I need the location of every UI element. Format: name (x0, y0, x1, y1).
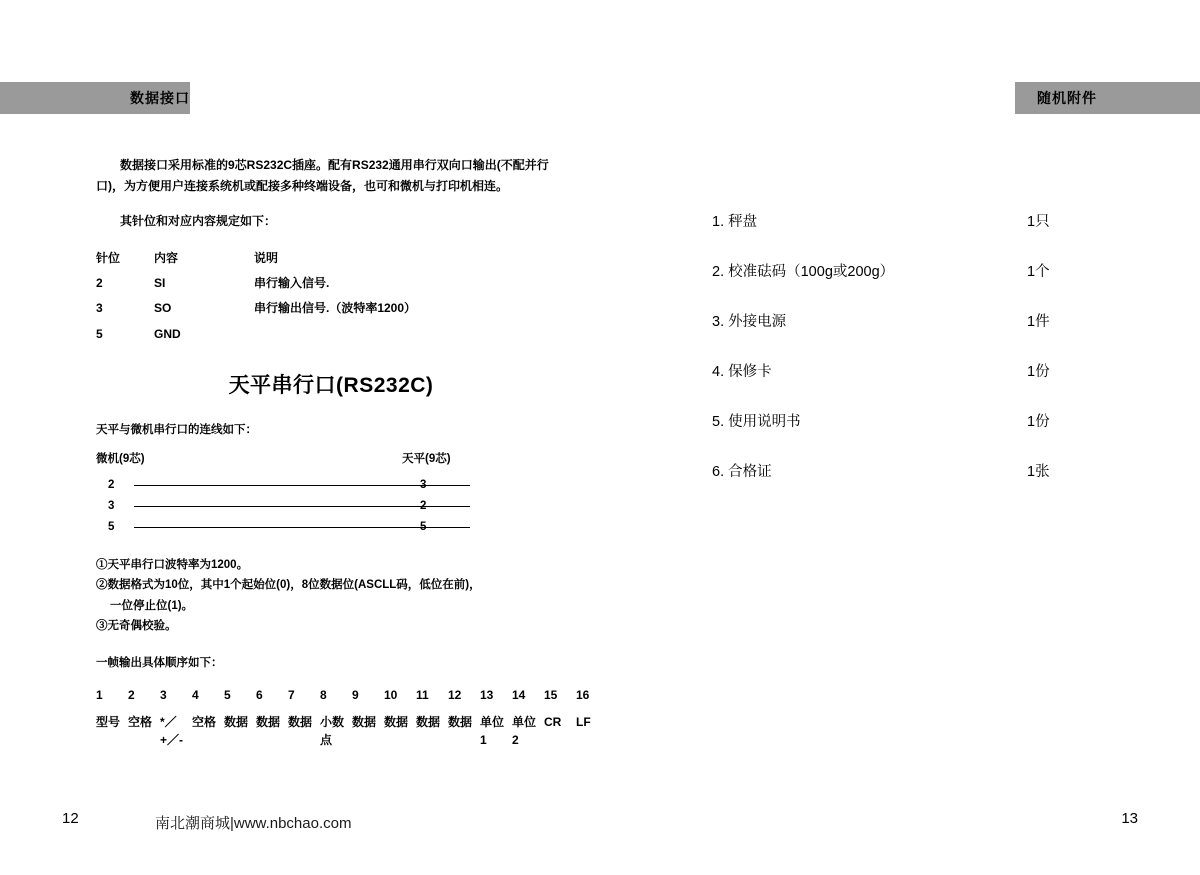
pin-position: 5 (96, 326, 103, 341)
frame-label-text: CR (544, 715, 562, 730)
frame-label (320, 714, 352, 749)
wiring-pin-left: 3 (108, 500, 115, 513)
note-item: ①天平串行口波特率为1200。 (96, 559, 249, 572)
accessory-quantity: 1份 (1027, 364, 1050, 380)
table-row (96, 296, 514, 321)
frame-label (576, 714, 608, 749)
list-item (712, 410, 1092, 460)
section-header-right (1015, 82, 1200, 114)
wiring-label-pc: 微机(9芯) (96, 453, 145, 466)
pin-description (254, 322, 514, 347)
frame-index-row (96, 687, 608, 714)
accessory-quantity: 1个 (1027, 264, 1050, 280)
table-row (96, 322, 514, 347)
pin-header-position: 针位 (96, 251, 121, 265)
accessory-quantity: 1只 (1027, 214, 1050, 230)
left-page-content (96, 155, 591, 749)
frame-label-text: 型号 (96, 715, 121, 730)
table-header-row (96, 246, 514, 271)
frame-label-text: 数据 (416, 715, 441, 730)
accessory-name: 2. 校准砝码（100g或200g） (712, 264, 895, 280)
page-number-right: 13 (1121, 810, 1138, 827)
frame-index: 16 (576, 687, 590, 702)
accessory-name: 1. 秤盘 (712, 214, 758, 230)
frame-index: 1 (96, 687, 103, 702)
serial-port-title: 天平串行口(RS232C) (228, 373, 434, 397)
accessory-name: 6. 合格证 (712, 464, 772, 480)
frame-label (160, 714, 192, 749)
section-header-left-label: 数据接口 (130, 90, 190, 106)
note-item-continued: 一位停止位(1)。 (110, 599, 194, 612)
list-item (712, 460, 1092, 510)
frame-label (352, 714, 384, 749)
frame-label-text: 小数点 (320, 715, 345, 747)
pin-position: 2 (96, 276, 103, 291)
wiring-pin-right: 5 (420, 521, 427, 534)
accessory-quantity: 1份 (1027, 414, 1050, 430)
pin-position: 3 (96, 301, 103, 316)
frame-label-text: LF (576, 715, 591, 730)
wiring-diagram-labels (96, 450, 566, 468)
frame-index: 15 (544, 687, 558, 702)
list-item (712, 260, 1092, 310)
wiring-pin-left: 5 (108, 521, 115, 534)
pin-intro-paragraph: 其针位和对应内容规定如下： (120, 214, 277, 228)
wiring-pin-left: 2 (108, 479, 115, 492)
frame-index: 9 (352, 687, 359, 702)
note-item: ②数据格式为10位，其中1个起始位(0)，8位数据位(ASCLL码，低位在前)， (96, 579, 481, 592)
frame-label-text: 数据 (256, 715, 281, 730)
list-item (712, 360, 1092, 410)
wiring-row (96, 497, 566, 518)
frame-index: 11 (416, 687, 429, 702)
accessories-list (712, 210, 1092, 510)
frame-index: 8 (320, 687, 327, 702)
footer-watermark: 南北潮商城|www.nbchao.com (155, 815, 352, 832)
frame-label-text: 数据 (384, 715, 409, 730)
frame-label (384, 714, 416, 749)
list-item (712, 210, 1092, 260)
wiring-pin-right: 2 (420, 500, 427, 513)
section-header-left (0, 82, 190, 114)
frame-label (544, 714, 576, 749)
list-item (712, 310, 1092, 360)
frame-index: 7 (288, 687, 295, 702)
serial-notes-list (96, 555, 566, 636)
frame-label-text: *／+／- (160, 715, 184, 747)
wiring-row (96, 476, 566, 497)
pin-content: SO (154, 301, 172, 316)
frame-label-text: 单位1 (480, 715, 505, 747)
frame-label-text: 数据 (224, 715, 249, 730)
wiring-label-balance: 天平(9芯) (402, 453, 451, 466)
frame-index: 3 (160, 687, 167, 702)
frame-note: 一帧输出具体顺序如下： (96, 656, 223, 669)
accessory-name: 4. 保修卡 (712, 364, 772, 380)
frame-label-text: 数据 (352, 715, 377, 730)
frame-label (448, 714, 480, 749)
frame-label (96, 714, 128, 749)
page-number-left: 12 (62, 810, 79, 827)
frame-index: 5 (224, 687, 231, 702)
frame-index: 10 (384, 687, 398, 702)
accessory-name: 3. 外接电源 (712, 314, 787, 330)
wiring-pin-right: 3 (420, 479, 427, 492)
pin-description: 串行输出信号.（波特率1200） (254, 301, 417, 316)
frame-index: 4 (192, 687, 199, 702)
frame-label (224, 714, 256, 749)
note-item: ③无奇偶校验。 (96, 619, 177, 632)
pin-description: 串行输入信号. (254, 276, 330, 291)
frame-label-text: 空格 (128, 715, 153, 730)
frame-label-text: 单位2 (512, 715, 537, 747)
frame-label-text: 数据 (448, 715, 473, 730)
frame-label-row (96, 714, 608, 749)
pin-content: SI (154, 276, 166, 291)
accessory-quantity: 1件 (1027, 314, 1050, 330)
accessory-name: 5. 使用说明书 (712, 414, 801, 430)
frame-label-text: 数据 (288, 715, 313, 730)
pin-assignment-table (96, 246, 514, 347)
wiring-note: 天平与微机串行口的连线如下： (96, 424, 257, 437)
table-row (96, 271, 514, 296)
frame-index: 12 (448, 687, 462, 702)
frame-index: 2 (128, 687, 135, 702)
pin-header-description: 说明 (254, 251, 279, 265)
frame-index: 6 (256, 687, 263, 702)
frame-index: 14 (512, 687, 526, 702)
frame-label-text: 空格 (192, 715, 217, 730)
frame-label (128, 714, 160, 749)
frame-label (416, 714, 448, 749)
frame-label (480, 714, 512, 749)
frame-label (256, 714, 288, 749)
frame-index: 13 (480, 687, 494, 702)
frame-label (512, 714, 544, 749)
frame-label (288, 714, 320, 749)
section-header-right-label: 随机附件 (1037, 90, 1097, 106)
intro-paragraph: 数据接口采用标准的9芯RS232C插座。配有RS232通用串行双向口输出(不配并行口)，为方便用户连接系统机或配接多种终端设备，也可和微机与打印机相连。 (96, 158, 549, 193)
pin-header-content: 内容 (154, 251, 179, 265)
frame-sequence-table (96, 687, 608, 749)
wiring-row (96, 518, 566, 539)
pin-content: GND (154, 326, 181, 341)
frame-label (192, 714, 224, 749)
accessory-quantity: 1张 (1027, 464, 1050, 480)
